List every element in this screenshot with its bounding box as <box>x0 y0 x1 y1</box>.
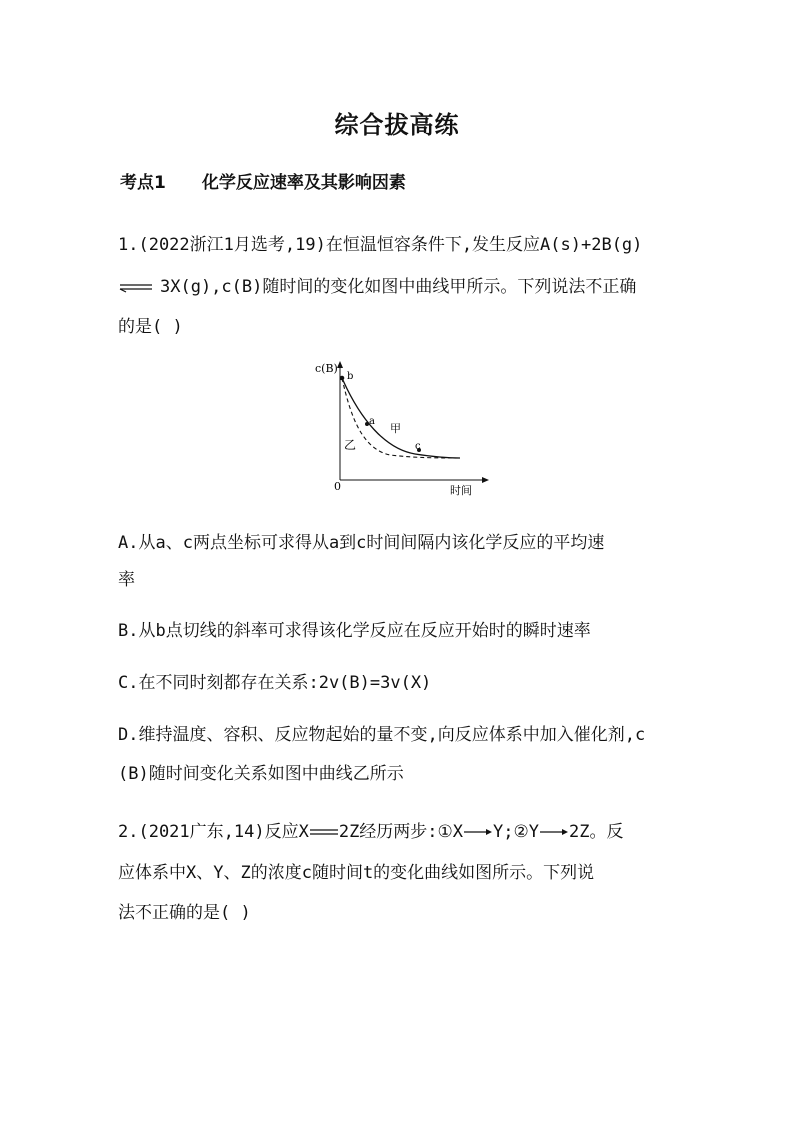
section-label: 考点1 <box>120 173 166 193</box>
x-axis-label: 时间 <box>450 484 472 497</box>
right-arrow-icon <box>539 827 569 837</box>
q2-line-1-part-b: 2Z经历两步:①X <box>338 822 464 842</box>
label-b: b <box>347 371 354 382</box>
x-axis-arrow-icon <box>482 477 489 483</box>
label-yi: 乙 <box>344 438 357 452</box>
q1-option-d-line-1: D.维持温度、容积、反应物起始的量不变,向反应体系中加入催化剂,c <box>118 725 646 745</box>
q1-option-b: B.从b点切线的斜率可求得该化学反应在反应开始时的瞬时速率 <box>118 621 591 641</box>
q1-line-3: 的是( ) <box>118 317 183 337</box>
q1-option-a-line-2: 率 <box>118 570 135 590</box>
q1-option-d-line-2: (B)随时间变化关系如图中曲线乙所示 <box>118 764 404 784</box>
y-axis-label: c(B) <box>315 362 338 375</box>
concentration-time-figure <box>305 357 490 499</box>
page-title: 综合拔高练 <box>334 111 460 139</box>
q2-line-1-part-c: Y;②Y <box>493 822 539 842</box>
y-axis-arrow-icon <box>337 361 343 368</box>
q1-option-a-line-1: A.从a、c两点坐标可求得从a到c时间间隔内该化学反应的平均速 <box>118 533 605 553</box>
q2-line-1-part-d: 2Z。反 <box>568 822 624 842</box>
curve-yi <box>342 378 460 458</box>
q1-line-2-text: 3X(g),c(B)随时间的变化如图中曲线甲所示。下列说法不正确 <box>160 277 637 297</box>
q2-line-1-part-a: 2.(2021广东,14)反应X <box>118 822 309 842</box>
q1-option-c: C.在不同时刻都存在关系:2v(B)=3v(X) <box>118 673 432 693</box>
q2-line-3: 法不正确的是( ) <box>118 903 251 923</box>
q1-line-1: 1.(2022浙江1月选考,19)在恒温恒容条件下,发生反应A(s)+2B(g) <box>118 235 643 255</box>
section-heading <box>120 168 406 193</box>
q2-line-2: 应体系中X、Y、Z的浓度c随时间t的变化曲线如图所示。下列说 <box>118 863 595 883</box>
equals-arrow-icon <box>309 827 339 837</box>
label-c: c <box>415 441 421 452</box>
equilibrium-arrow-icon <box>118 281 154 293</box>
origin-label: 0 <box>334 480 341 493</box>
label-jia: 甲 <box>390 422 401 435</box>
point-b <box>340 376 345 381</box>
q2-line-1 <box>118 817 623 842</box>
right-arrow-icon <box>463 827 493 837</box>
curve-jia <box>342 378 460 458</box>
section-title: 化学反应速率及其影响因素 <box>201 173 406 193</box>
label-a: a <box>369 416 375 427</box>
q1-line-2 <box>118 272 636 297</box>
